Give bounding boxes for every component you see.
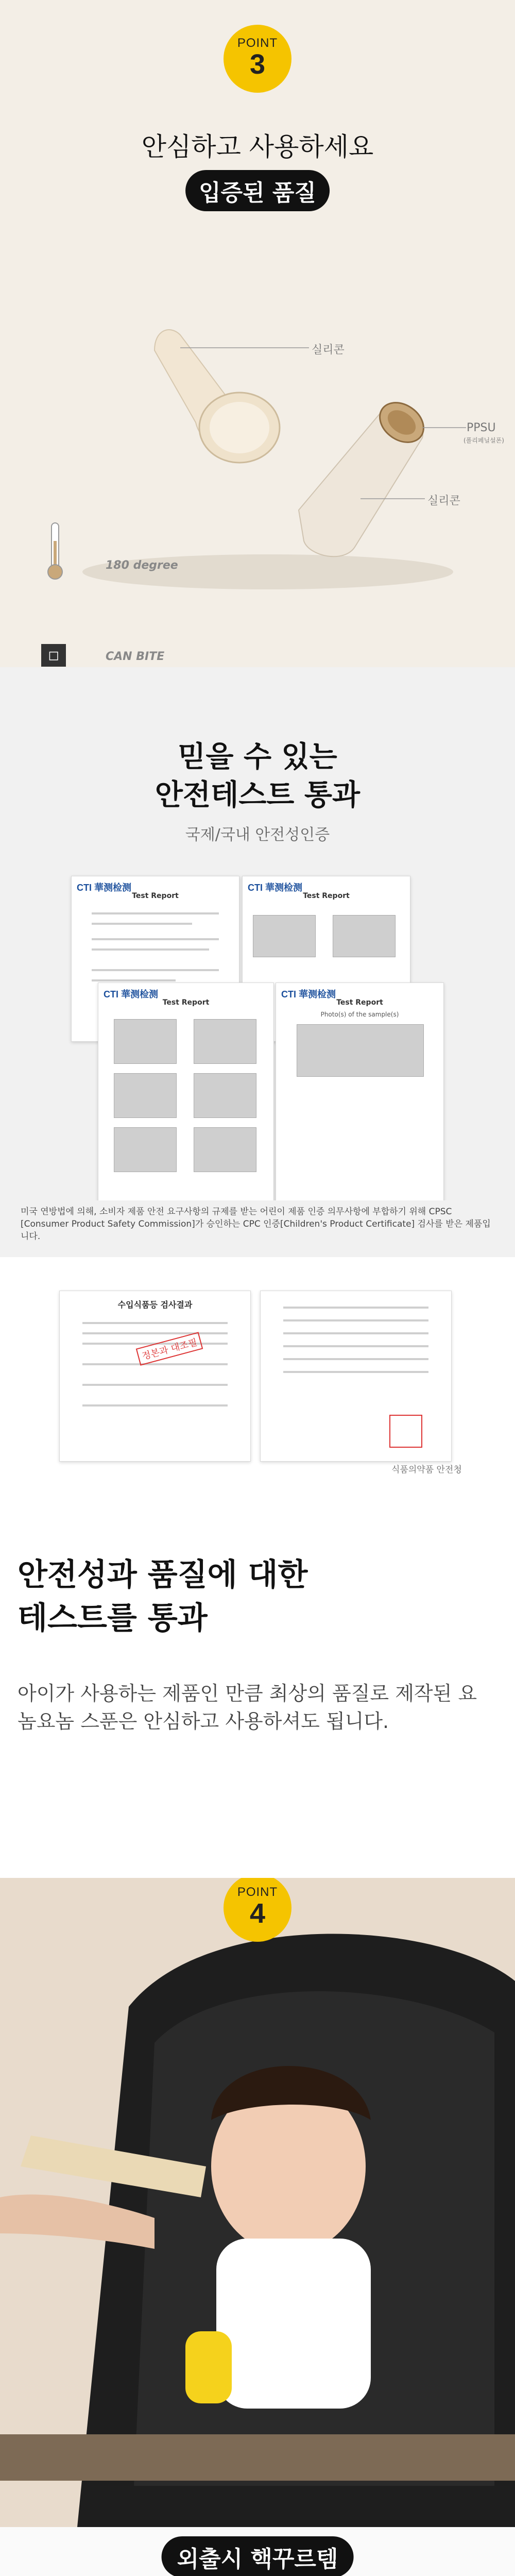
kr-doc-title: 수입식품등 검사결과 bbox=[117, 1300, 193, 1310]
spoon-product-illustration bbox=[0, 268, 515, 629]
report-title: Test Report bbox=[132, 892, 179, 900]
report-brand: CTI 華测检测 bbox=[281, 989, 336, 999]
photo-caption: Photo(s) of the sample(s) bbox=[320, 1011, 399, 1018]
kr-result-document bbox=[260, 1291, 452, 1462]
certs-title-line1: 믿을 수 있는 bbox=[178, 740, 337, 774]
cpc-notice: 미국 연방법에 의해, 소비자 제품 안전 요구사항의 규제를 받는 어린이 제품 인증 의무사항에 부합하기 위해 CPSC [Consumer Product Safety Commission]가 승인하는 CPC 인증[Children's Product Certificate] 검사를 받은 제품입니다. bbox=[21, 1207, 491, 1242]
label-silicone-bottom: 실리콘 bbox=[427, 495, 460, 507]
report-brand: CTI 華测检测 bbox=[77, 883, 131, 893]
point-label: POINT bbox=[237, 1885, 278, 1899]
certification-section bbox=[0, 667, 515, 1200]
label-silicone-top: 실리콘 bbox=[312, 344, 345, 357]
report-title: Test Report bbox=[162, 998, 210, 1007]
report-brand: CTI 華测检测 bbox=[248, 883, 302, 893]
kr-stamp: 정본과 대조필 bbox=[136, 1332, 203, 1365]
report-title: Test Report bbox=[336, 998, 383, 1007]
point-label: POINT bbox=[237, 36, 278, 50]
label-can-bite: CAN BITE bbox=[106, 650, 165, 663]
official-seal bbox=[389, 1415, 422, 1448]
baby-in-stroller-photo bbox=[0, 1878, 515, 2527]
safety-body: 아이가 사용하는 제품인 만큼 최상의 품질로 제작된 요놈요놈 스푼은 안심하고 사용하셔도 됩니다. bbox=[18, 1682, 477, 1733]
point-number: 3 bbox=[249, 49, 266, 80]
safety-title-line2: 테스트를 통과 bbox=[18, 1600, 208, 1636]
test-report-4 bbox=[276, 982, 444, 1200]
point3-section bbox=[0, 0, 515, 667]
point-number: 4 bbox=[249, 1898, 266, 1929]
safety-section bbox=[0, 1476, 515, 1878]
report-title: Test Report bbox=[303, 892, 350, 900]
point3-highlight: 입증된 품질 bbox=[185, 170, 330, 211]
safety-title-line1: 안전성과 품질에 대한 bbox=[18, 1557, 308, 1593]
point3-title: 안심하고 사용하세요 bbox=[141, 132, 374, 162]
outing-section bbox=[0, 2527, 515, 2576]
certs-subtitle: 국제/국내 안전성인증 bbox=[185, 826, 330, 844]
report-brand: CTI 華测检测 bbox=[104, 989, 158, 999]
tooth-icon: ◻ bbox=[41, 644, 66, 667]
label-ppsu-sub: (폴리페닐설폰) bbox=[464, 437, 504, 444]
certs-title-line2: 안전테스트 통과 bbox=[154, 778, 360, 812]
point4-photo-section bbox=[0, 1878, 515, 2527]
label-ppsu: PPSU bbox=[467, 421, 496, 434]
point-badge bbox=[224, 25, 291, 93]
test-report-3 bbox=[98, 982, 274, 1200]
kr-caption: 식품의약품 안전청 bbox=[391, 1465, 462, 1475]
label-degree: 180 degree bbox=[106, 559, 178, 572]
outing-pill: 외출시 핵꾸르템 bbox=[162, 2536, 354, 2576]
kr-inspection-document bbox=[59, 1291, 251, 1462]
certification-notice-section bbox=[0, 1200, 515, 1476]
